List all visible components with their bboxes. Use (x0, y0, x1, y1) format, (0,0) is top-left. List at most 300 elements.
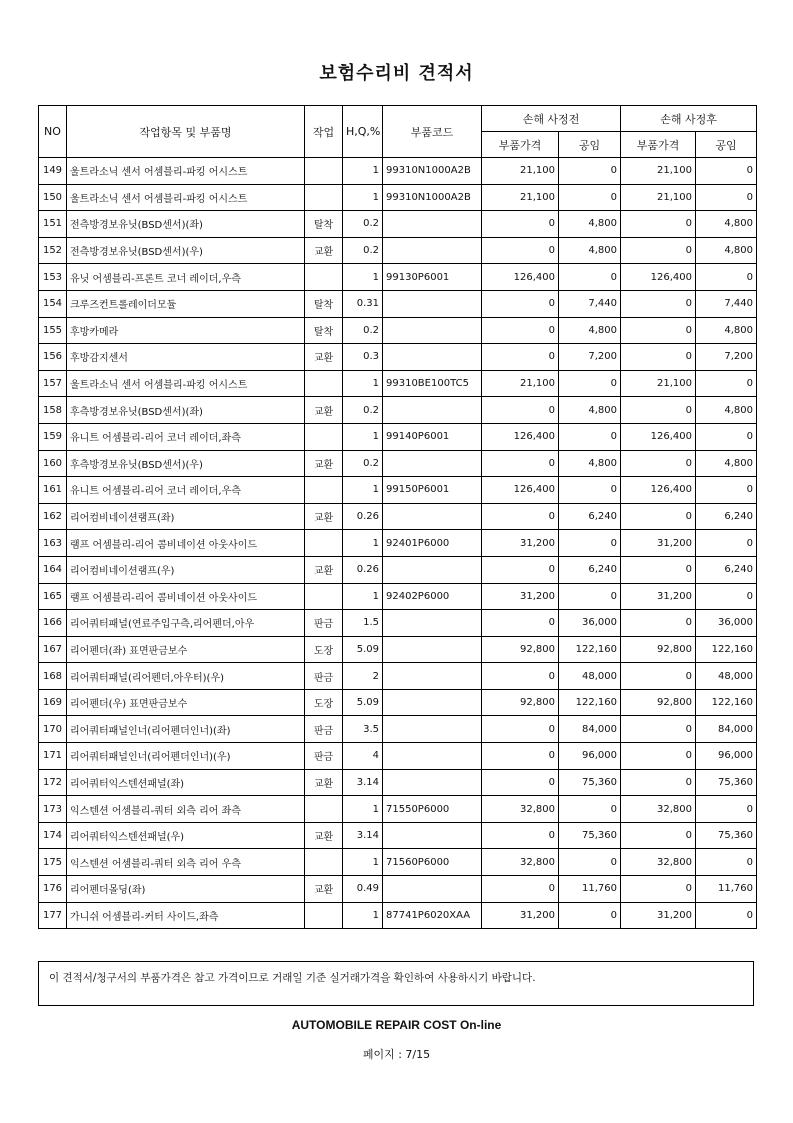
row-after-labor: 0 (696, 477, 757, 504)
row-part-code (383, 450, 482, 477)
header-code: 부품코드 (383, 106, 482, 158)
row-after-labor: 6,240 (696, 556, 757, 583)
header-work: 작업 (305, 106, 343, 158)
row-hq: 1 (343, 370, 383, 397)
row-item-name: 램프 어셈블리-리어 콤비네이션 아웃사이드 (67, 583, 305, 610)
row-work-type: 교환 (305, 450, 343, 477)
row-before-part-price: 0 (482, 822, 559, 849)
header-before: 손해 사정전 (482, 106, 621, 132)
row-hq: 3.14 (343, 822, 383, 849)
row-no: 154 (39, 290, 67, 317)
row-after-part-price: 0 (621, 716, 696, 743)
row-after-part-price: 0 (621, 344, 696, 371)
row-before-part-price: 126,400 (482, 423, 559, 450)
row-after-part-price: 126,400 (621, 264, 696, 291)
row-no: 167 (39, 636, 67, 663)
row-before-part-price: 126,400 (482, 477, 559, 504)
row-item-name: 후방감지센서 (67, 344, 305, 371)
row-work-type: 교환 (305, 237, 343, 264)
estimate-rows (39, 158, 757, 929)
row-item-name: 익스텐션 어셈블리-쿼터 외측 리어 좌측 (67, 796, 305, 823)
row-item-name: 후측방경보유닛(BSD센서)(좌) (67, 397, 305, 424)
table-row (39, 477, 757, 504)
row-item-name: 리어쿼터익스텐션패널(좌) (67, 769, 305, 796)
table-row (39, 663, 757, 690)
row-before-labor: 4,800 (559, 317, 621, 344)
row-part-code: 92401P6000 (383, 530, 482, 557)
row-part-code: 92402P6000 (383, 583, 482, 610)
row-work-type (305, 530, 343, 557)
row-after-part-price: 0 (621, 317, 696, 344)
row-before-part-price: 0 (482, 237, 559, 264)
row-before-part-price: 0 (482, 743, 559, 770)
row-item-name: 전측방경보유닛(BSD센서)(우) (67, 237, 305, 264)
row-no: 157 (39, 370, 67, 397)
row-after-part-price: 0 (621, 290, 696, 317)
row-work-type: 교환 (305, 822, 343, 849)
row-after-labor: 4,800 (696, 450, 757, 477)
header-after: 손해 사정후 (621, 106, 757, 132)
row-item-name: 유닛 어셈블리-프론트 코너 레이더,우측 (67, 264, 305, 291)
row-part-code (383, 663, 482, 690)
header-after-part-price: 부품가격 (621, 132, 696, 158)
table-row (39, 503, 757, 530)
row-hq: 0.3 (343, 344, 383, 371)
row-before-labor: 6,240 (559, 503, 621, 530)
row-work-type (305, 264, 343, 291)
row-part-code: 99130P6001 (383, 264, 482, 291)
table-row (39, 344, 757, 371)
row-part-code (383, 689, 482, 716)
row-before-labor: 0 (559, 530, 621, 557)
row-hq: 1 (343, 158, 383, 185)
row-no: 164 (39, 556, 67, 583)
row-before-labor: 7,440 (559, 290, 621, 317)
row-before-part-price: 21,100 (482, 184, 559, 211)
row-before-part-price: 92,800 (482, 636, 559, 663)
row-hq: 0.2 (343, 317, 383, 344)
row-before-labor: 4,800 (559, 211, 621, 238)
price-notice: 이 견적서/청구서의 부품가격은 참고 가격이므로 거래일 기준 실거래가격을 확인하여 사용하시기 바랍니다. (38, 961, 754, 1006)
row-after-part-price: 92,800 (621, 689, 696, 716)
row-hq: 1.5 (343, 610, 383, 637)
row-after-labor: 0 (696, 370, 757, 397)
row-no: 161 (39, 477, 67, 504)
row-no: 170 (39, 716, 67, 743)
table-row (39, 716, 757, 743)
row-after-labor: 0 (696, 264, 757, 291)
row-after-labor: 0 (696, 796, 757, 823)
row-work-type: 교환 (305, 503, 343, 530)
row-part-code: 99310BE100TC5 (383, 370, 482, 397)
row-no: 177 (39, 902, 67, 929)
row-item-name: 울트라소닉 센서 어셈블리-파킹 어시스트 (67, 370, 305, 397)
row-no: 158 (39, 397, 67, 424)
row-item-name: 후측방경보유닛(BSD센서)(우) (67, 450, 305, 477)
header-hq: H,Q,% (343, 106, 383, 158)
row-after-part-price: 0 (621, 556, 696, 583)
footer-brand: AUTOMOBILE REPAIR COST On-line (291, 1018, 502, 1032)
row-after-part-price: 0 (621, 876, 696, 903)
row-before-labor: 11,760 (559, 876, 621, 903)
table-row (39, 822, 757, 849)
row-no: 151 (39, 211, 67, 238)
row-work-type: 판금 (305, 743, 343, 770)
row-part-code (383, 769, 482, 796)
header-before-part-price: 부품가격 (482, 132, 559, 158)
row-after-part-price: 31,200 (621, 902, 696, 929)
row-work-type: 탈착 (305, 211, 343, 238)
row-after-labor: 0 (696, 849, 757, 876)
row-hq: 0.2 (343, 237, 383, 264)
row-before-part-price: 0 (482, 663, 559, 690)
row-part-code: 71550P6000 (383, 796, 482, 823)
row-no: 162 (39, 503, 67, 530)
table-row (39, 583, 757, 610)
row-item-name: 울트라소닉 센서 어셈블리-파킹 어시스트 (67, 158, 305, 185)
row-after-part-price: 0 (621, 743, 696, 770)
row-before-labor: 0 (559, 902, 621, 929)
row-no: 159 (39, 423, 67, 450)
row-after-labor: 7,200 (696, 344, 757, 371)
row-work-type: 교환 (305, 344, 343, 371)
row-hq: 1 (343, 477, 383, 504)
header-before-labor: 공임 (559, 132, 621, 158)
row-after-labor: 4,800 (696, 237, 757, 264)
row-after-labor: 0 (696, 423, 757, 450)
row-after-labor: 11,760 (696, 876, 757, 903)
row-after-labor: 0 (696, 583, 757, 610)
row-no: 166 (39, 610, 67, 637)
row-after-labor: 96,000 (696, 743, 757, 770)
row-no: 173 (39, 796, 67, 823)
row-before-part-price: 32,800 (482, 849, 559, 876)
row-part-code (383, 716, 482, 743)
row-before-part-price: 0 (482, 556, 559, 583)
row-no: 150 (39, 184, 67, 211)
row-hq: 0.26 (343, 556, 383, 583)
row-before-part-price: 31,200 (482, 902, 559, 929)
row-part-code (383, 610, 482, 637)
row-part-code: 87741P6020XAA (383, 902, 482, 929)
row-item-name: 리어쿼터패널(연료주입구측,리어펜더,아우 (67, 610, 305, 637)
row-no: 155 (39, 317, 67, 344)
row-work-type: 탈착 (305, 317, 343, 344)
row-item-name: 익스텐션 어셈블리-쿼터 외측 리어 우측 (67, 849, 305, 876)
row-before-part-price: 0 (482, 211, 559, 238)
row-item-name: 유니트 어셈블리-리어 코너 레이더,우측 (67, 477, 305, 504)
row-after-part-price: 0 (621, 663, 696, 690)
row-part-code (383, 211, 482, 238)
row-work-type: 판금 (305, 663, 343, 690)
row-after-labor: 36,000 (696, 610, 757, 637)
row-after-labor: 7,440 (696, 290, 757, 317)
row-after-part-price: 31,200 (621, 530, 696, 557)
row-before-labor: 84,000 (559, 716, 621, 743)
row-no: 176 (39, 876, 67, 903)
row-part-code (383, 397, 482, 424)
row-no: 156 (39, 344, 67, 371)
table-row (39, 796, 757, 823)
row-hq: 0.2 (343, 211, 383, 238)
row-part-code: 99140P6001 (383, 423, 482, 450)
row-before-labor: 0 (559, 370, 621, 397)
row-work-type (305, 158, 343, 185)
row-after-part-price: 32,800 (621, 796, 696, 823)
row-after-labor: 48,000 (696, 663, 757, 690)
row-no: 152 (39, 237, 67, 264)
row-hq: 4 (343, 743, 383, 770)
row-before-labor: 0 (559, 796, 621, 823)
row-before-labor: 0 (559, 264, 621, 291)
row-item-name: 리어펜더(우) 표면판금보수 (67, 689, 305, 716)
row-part-code (383, 556, 482, 583)
row-no: 174 (39, 822, 67, 849)
row-no: 171 (39, 743, 67, 770)
table-row (39, 317, 757, 344)
row-after-part-price: 0 (621, 397, 696, 424)
header-after-labor: 공임 (696, 132, 757, 158)
row-after-labor: 4,800 (696, 397, 757, 424)
row-hq: 1 (343, 902, 383, 929)
row-work-type (305, 849, 343, 876)
table-row (39, 264, 757, 291)
row-before-part-price: 32,800 (482, 796, 559, 823)
table-row (39, 556, 757, 583)
row-item-name: 리어컴비네이션램프(좌) (67, 503, 305, 530)
row-no: 153 (39, 264, 67, 291)
row-part-code (383, 636, 482, 663)
row-item-name: 리어쿼터패널(리어펜더,아우터)(우) (67, 663, 305, 690)
row-hq: 0.2 (343, 397, 383, 424)
row-before-labor: 48,000 (559, 663, 621, 690)
header-no: NO (39, 106, 67, 158)
row-no: 163 (39, 530, 67, 557)
row-after-part-price: 92,800 (621, 636, 696, 663)
row-part-code (383, 503, 482, 530)
row-item-name: 가니쉬 어셈블리-커터 사이드,좌측 (67, 902, 305, 929)
row-before-labor: 4,800 (559, 450, 621, 477)
row-work-type (305, 902, 343, 929)
row-work-type: 도장 (305, 689, 343, 716)
row-item-name: 리어쿼터익스텐션패널(우) (67, 822, 305, 849)
table-row (39, 769, 757, 796)
row-hq: 3.5 (343, 716, 383, 743)
row-before-labor: 36,000 (559, 610, 621, 637)
row-work-type: 판금 (305, 610, 343, 637)
row-work-type: 교환 (305, 556, 343, 583)
row-before-part-price: 0 (482, 344, 559, 371)
row-after-part-price: 32,800 (621, 849, 696, 876)
row-work-type (305, 184, 343, 211)
row-after-part-price: 0 (621, 822, 696, 849)
row-after-labor: 0 (696, 902, 757, 929)
row-after-labor: 6,240 (696, 503, 757, 530)
row-after-labor: 75,360 (696, 769, 757, 796)
table-row (39, 530, 757, 557)
row-item-name: 후방카메라 (67, 317, 305, 344)
row-no: 172 (39, 769, 67, 796)
row-before-labor: 0 (559, 158, 621, 185)
row-after-labor: 0 (696, 530, 757, 557)
row-before-labor: 4,800 (559, 397, 621, 424)
row-before-labor: 75,360 (559, 822, 621, 849)
row-work-type (305, 477, 343, 504)
row-part-code (383, 317, 482, 344)
table-row (39, 158, 757, 185)
row-hq: 1 (343, 583, 383, 610)
row-after-part-price: 0 (621, 503, 696, 530)
row-after-labor: 75,360 (696, 822, 757, 849)
row-item-name: 리어펜더몰딩(좌) (67, 876, 305, 903)
row-before-labor: 0 (559, 423, 621, 450)
row-item-name: 리어쿼터패널인너(리어펜더인너)(좌) (67, 716, 305, 743)
row-part-code (383, 344, 482, 371)
row-item-name: 리어펜더(좌) 표면판금보수 (67, 636, 305, 663)
row-work-type: 도장 (305, 636, 343, 663)
page-number: 페이지 : 7/15 (362, 1048, 431, 1061)
row-hq: 1 (343, 184, 383, 211)
row-after-labor: 0 (696, 158, 757, 185)
row-after-labor: 4,800 (696, 317, 757, 344)
row-part-code (383, 237, 482, 264)
row-before-part-price: 0 (482, 317, 559, 344)
row-after-labor: 84,000 (696, 716, 757, 743)
row-before-part-price: 0 (482, 769, 559, 796)
row-after-part-price: 21,100 (621, 158, 696, 185)
row-before-labor: 122,160 (559, 689, 621, 716)
table-row (39, 876, 757, 903)
row-before-labor: 0 (559, 477, 621, 504)
row-after-part-price: 31,200 (621, 583, 696, 610)
row-after-labor: 122,160 (696, 689, 757, 716)
row-no: 160 (39, 450, 67, 477)
row-before-labor: 0 (559, 849, 621, 876)
row-before-part-price: 0 (482, 610, 559, 637)
row-before-labor: 7,200 (559, 344, 621, 371)
row-after-part-price: 126,400 (621, 477, 696, 504)
row-hq: 2 (343, 663, 383, 690)
row-part-code (383, 822, 482, 849)
row-part-code (383, 743, 482, 770)
row-before-part-price: 0 (482, 716, 559, 743)
row-before-part-price: 92,800 (482, 689, 559, 716)
row-before-labor: 0 (559, 184, 621, 211)
document-title: 보험수리비 견적서 (319, 63, 474, 84)
row-after-labor: 122,160 (696, 636, 757, 663)
row-before-part-price: 0 (482, 503, 559, 530)
row-item-name: 울트라소닉 센서 어셈블리-파킹 어시스트 (67, 184, 305, 211)
row-after-part-price: 126,400 (621, 423, 696, 450)
table-row (39, 370, 757, 397)
table-row (39, 849, 757, 876)
row-before-part-price: 0 (482, 397, 559, 424)
table-row (39, 211, 757, 238)
row-work-type (305, 423, 343, 450)
row-work-type: 교환 (305, 769, 343, 796)
row-no: 168 (39, 663, 67, 690)
row-before-labor: 4,800 (559, 237, 621, 264)
row-no: 165 (39, 583, 67, 610)
table-row (39, 450, 757, 477)
row-hq: 1 (343, 530, 383, 557)
row-part-code: 99310N1000A2B (383, 184, 482, 211)
row-hq: 5.09 (343, 689, 383, 716)
row-part-code: 99310N1000A2B (383, 158, 482, 185)
table-row (39, 902, 757, 929)
row-before-part-price: 31,200 (482, 530, 559, 557)
row-work-type (305, 583, 343, 610)
table-row (39, 290, 757, 317)
row-after-part-price: 21,100 (621, 184, 696, 211)
row-work-type: 교환 (305, 876, 343, 903)
table-row (39, 184, 757, 211)
row-hq: 5.09 (343, 636, 383, 663)
row-hq: 1 (343, 264, 383, 291)
row-after-part-price: 0 (621, 211, 696, 238)
table-row (39, 689, 757, 716)
row-after-part-price: 21,100 (621, 370, 696, 397)
row-before-part-price: 0 (482, 450, 559, 477)
row-work-type: 교환 (305, 397, 343, 424)
row-hq: 0.26 (343, 503, 383, 530)
row-before-labor: 122,160 (559, 636, 621, 663)
row-item-name: 리어쿼터패널인너(리어펜더인너)(우) (67, 743, 305, 770)
row-item-name: 전측방경보유닛(BSD센서)(좌) (67, 211, 305, 238)
table-row (39, 423, 757, 450)
row-after-part-price: 0 (621, 450, 696, 477)
row-before-part-price: 0 (482, 876, 559, 903)
row-hq: 1 (343, 849, 383, 876)
header-item: 작업항목 및 부품명 (67, 106, 305, 158)
row-before-part-price: 21,100 (482, 370, 559, 397)
row-work-type: 탈착 (305, 290, 343, 317)
row-no: 149 (39, 158, 67, 185)
row-before-part-price: 31,200 (482, 583, 559, 610)
row-part-code: 71560P6000 (383, 849, 482, 876)
estimate-table (38, 105, 757, 929)
table-row (39, 237, 757, 264)
row-after-labor: 0 (696, 184, 757, 211)
row-after-part-price: 0 (621, 610, 696, 637)
row-hq: 3.14 (343, 769, 383, 796)
table-row (39, 743, 757, 770)
row-item-name: 램프 어셈블리-리어 콤비네이션 아웃사이드 (67, 530, 305, 557)
row-hq: 0.31 (343, 290, 383, 317)
row-hq: 1 (343, 796, 383, 823)
row-before-part-price: 21,100 (482, 158, 559, 185)
row-after-labor: 4,800 (696, 211, 757, 238)
row-item-name: 유니트 어셈블리-리어 코너 레이더,좌측 (67, 423, 305, 450)
row-work-type (305, 370, 343, 397)
row-after-part-price: 0 (621, 769, 696, 796)
row-no: 175 (39, 849, 67, 876)
row-before-labor: 96,000 (559, 743, 621, 770)
table-row (39, 397, 757, 424)
row-hq: 1 (343, 423, 383, 450)
row-no: 169 (39, 689, 67, 716)
row-hq: 0.49 (343, 876, 383, 903)
row-after-part-price: 0 (621, 237, 696, 264)
row-part-code (383, 876, 482, 903)
row-before-labor: 75,360 (559, 769, 621, 796)
row-before-part-price: 0 (482, 290, 559, 317)
row-item-name: 리어컴비네이션램프(우) (67, 556, 305, 583)
row-work-type (305, 796, 343, 823)
row-before-labor: 6,240 (559, 556, 621, 583)
table-row (39, 610, 757, 637)
row-work-type: 판금 (305, 716, 343, 743)
